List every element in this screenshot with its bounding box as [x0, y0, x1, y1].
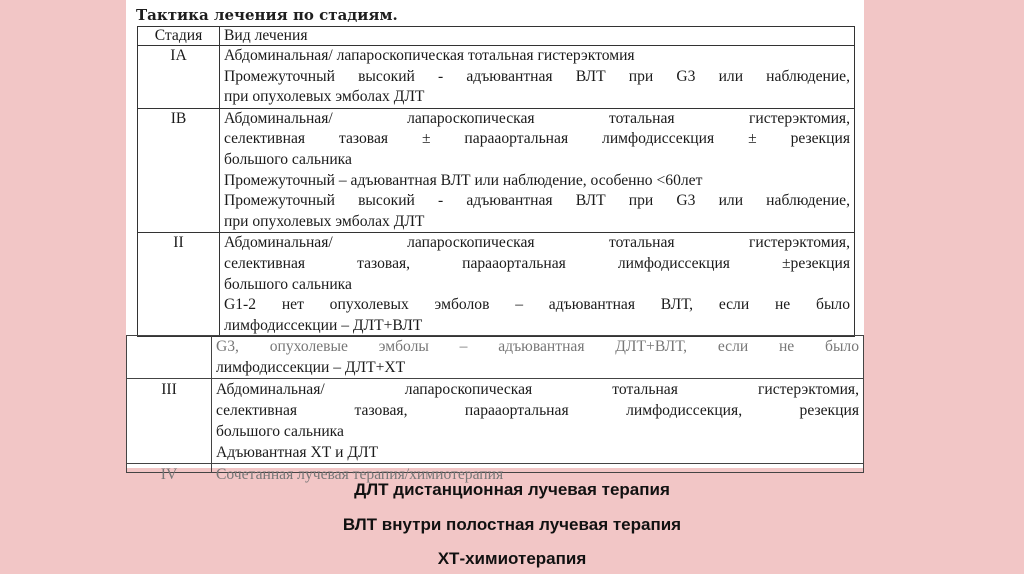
treatment-line: Промежуточный высокий - адъювантная ВЛТ при G3 или наблюдение,: [224, 67, 850, 85]
treatment-line: при опухолевых эмболах ДЛТ: [224, 88, 425, 106]
stage-cell: IA: [138, 46, 220, 109]
table-row: [127, 379, 864, 464]
treatment-cell: [212, 464, 864, 483]
treatment-line: Абдоминальная/ лапароскопическая тотальная гистерэктомия,: [216, 381, 859, 398]
treatment-cell: [220, 233, 855, 337]
treatment-table: [137, 26, 855, 337]
table-row: [138, 46, 855, 109]
treatment-line: селективная тазовая, парааортальная лимфодиссекция, резекция: [216, 402, 859, 419]
stage-cell: III: [127, 379, 212, 464]
treatment-cell: [220, 108, 855, 233]
treatment-line: G1-2 нет опухолевых эмболов – адъювантная ВЛТ, если не было: [224, 296, 850, 314]
treatment-line: G3, опухолевые эмболы – адъювантная ДЛТ+ВЛТ, если не было: [216, 338, 859, 355]
scanned-table-top: [126, 0, 864, 342]
stage-cell: II: [138, 233, 220, 337]
treatment-line: Абдоминальная/ лапароскопическая тотальная гистерэктомия,: [224, 109, 850, 127]
stage-label-cut: IV: [160, 466, 178, 483]
treatment-line: большого сальника: [216, 423, 344, 440]
treatment-line: Промежуточный высокий - адъювантная ВЛТ при G3 или наблюдение,: [224, 192, 850, 210]
legend-dlt: ДЛТ дистанционная лучевая терапия: [354, 480, 670, 499]
table-header-row: [138, 27, 855, 46]
scanned-table-bottom: [126, 338, 864, 483]
treatment-table-continued: [126, 335, 864, 483]
table-row: [138, 108, 855, 233]
header-stage: Стадия: [138, 27, 220, 46]
stage-cell: IB: [138, 108, 220, 233]
treatment-line: Промежуточный – адъювантная ВЛТ или наблюдение, особенно <60лет: [224, 171, 703, 189]
table-row: [127, 336, 864, 379]
treatment-cell: [220, 46, 855, 109]
header-treatment: Вид лечения: [220, 27, 855, 46]
treatment-line: Адъювантная ХТ и ДЛТ: [216, 444, 379, 461]
treatment-cell: [212, 379, 864, 464]
stage-cell: [127, 464, 212, 483]
treatment-line: селективная тазовая ± парааортальная лимфодиссекция ± резекция: [224, 130, 850, 148]
treatment-line: Сочетанная лучевая терапия/химиотерапия: [216, 466, 504, 483]
treatment-line: Абдоминальная/ лапароскопическая тотальная гистерэктомия,: [224, 234, 850, 252]
table-row: [138, 233, 855, 337]
treatment-line: большого сальника: [224, 150, 352, 168]
table-title: Тактика лечения по стадиям.: [136, 6, 398, 24]
legend-vlt: ВЛТ внутри полостная лучевая терапия: [342, 515, 682, 534]
treatment-line: при опухолевых эмболах ДЛТ: [224, 212, 425, 230]
stage-cell: [127, 336, 212, 379]
legend-ht: ХТ-химиотерапия: [437, 549, 587, 568]
table-row: [127, 464, 864, 473]
treatment-line: селективная тазовая, парааортальная лимфодиссекция ±резекция: [224, 254, 850, 272]
treatment-line: лимфодиссекции – ДЛТ+ВЛТ: [224, 316, 423, 334]
treatment-line: лимфодиссекции – ДЛТ+ХТ: [216, 359, 406, 376]
treatment-line: Абдоминальная/ лапароскопическая тотальная гистерэктомия: [224, 47, 635, 64]
treatment-cell: [212, 336, 864, 379]
treatment-line: большого сальника: [224, 275, 352, 293]
